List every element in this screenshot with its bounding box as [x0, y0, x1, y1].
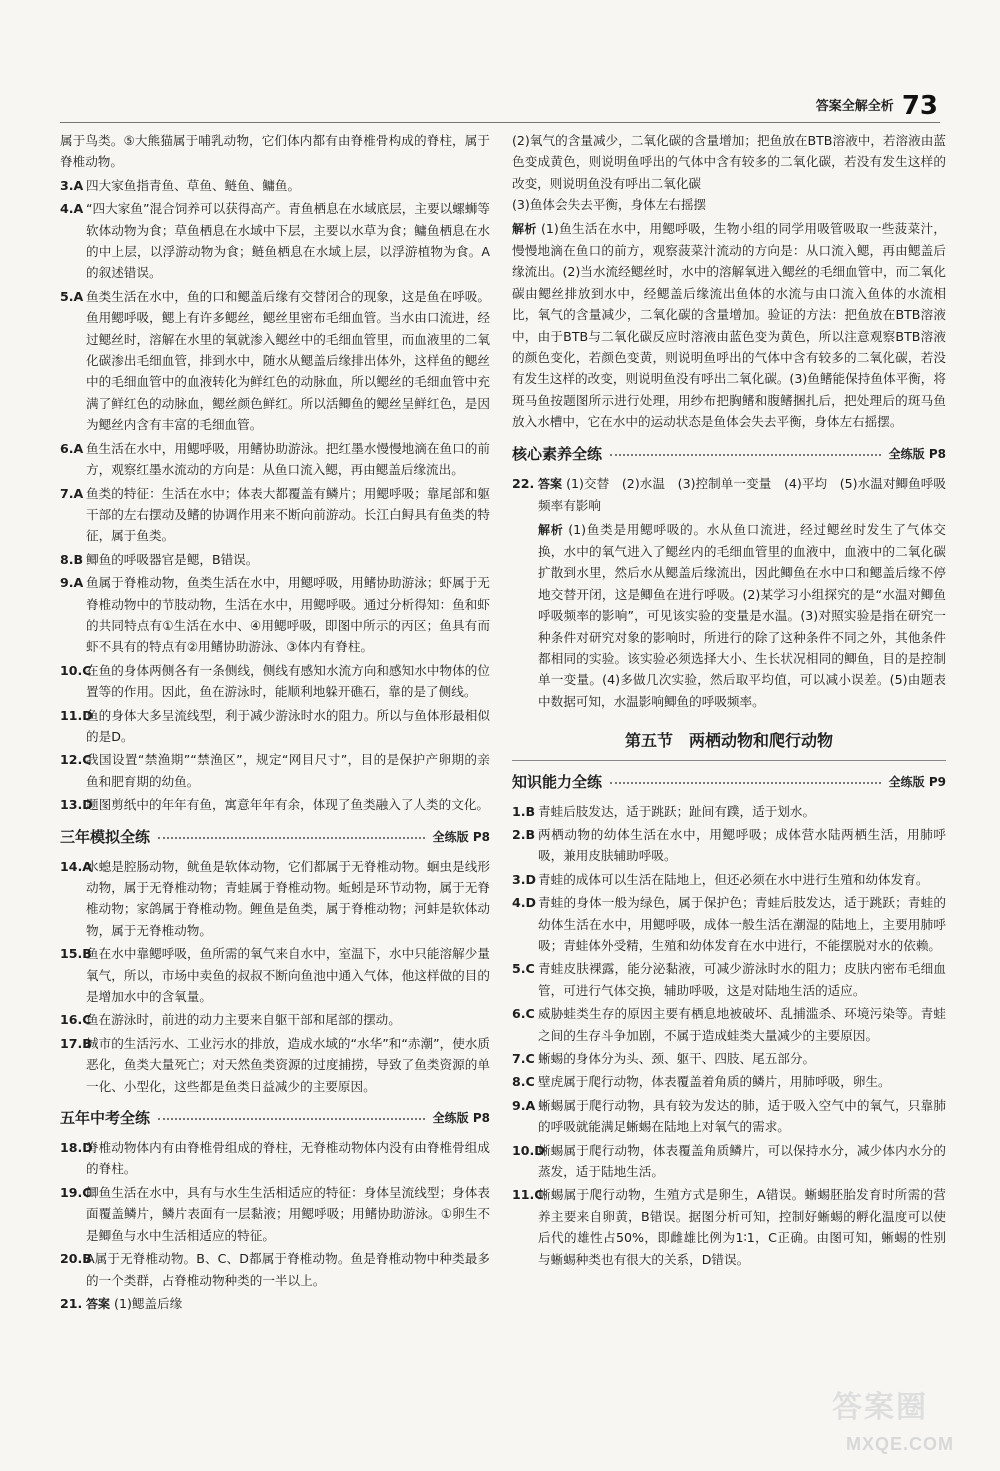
answer-item: [60, 549, 490, 570]
item-text: 蜥蜴属于爬行动物，生殖方式是卵生，A错误。蜥蜴胚胎发育时所需的营养主要来自卵黄，B错误。据图分析可知，控制好蜥蜴的孵化温度可以使后代的雄性占50%，即雌雄比例为1∶1，C正确。由图可知，蜥蜴的性别与蜥蜴种类也有很大的关系，D错误。: [538, 1187, 946, 1267]
right-column: [512, 130, 946, 1439]
item-number: 2.B: [512, 826, 536, 842]
item-text: 鱼类生活在水中，鱼的口和鳃盖后缘有交替闭合的现象，这是鱼在呼吸。鱼用鳃呼吸，鳃上有许多鳃丝，鳃丝里密布毛细血管。当水由口流进，经过鳃丝时，溶解在水里的氧就渗入鳃丝中的毛细血管里，而血液里的二氧化碳渗出毛细血管，排到水中，随水从鳃盖后缘排出体外，这样鱼的鳃丝中的毛细血管中的血液转化为鲜红色的动脉血，所以鳃丝的毛细血管中充满了鲜红色的动脉血，鳃丝颜色鲜红。所以活鲫鱼的鳃丝呈鲜红色，是因为鳃丝内含有丰富的毛细血管。: [86, 288, 490, 433]
continuation-text: 属于鸟类。⑤大熊猫属于哺乳动物，它们体内都有由脊椎骨构成的脊柱，属于脊椎动物。: [60, 133, 490, 170]
item-text: 青蛙的身体一般为绿色，属于保护色；青蛙后肢发达，适于跳跃；青蛙的幼体生活在水中，用鳃呼吸，成体一般生活在潮湿的陆地上，主要用肺呼吸；青蛙体外受精，生殖和幼体发育在水中进行，不能摆脱对水的依赖。: [538, 895, 946, 953]
answer-item: [60, 175, 490, 196]
item-text: 水螅是腔肠动物，鱿鱼是软体动物，它们都属于无脊椎动物。蛔虫是线形动物，属于无脊椎动物；青蛙属于脊椎动物。蚯蚓是环节动物，属于无脊椎动物；家鸽属于脊椎动物。鲤鱼是鱼类，属于脊椎动物；河蚌是软体动物，属于无脊椎动物。: [86, 858, 490, 938]
item-number: 6.A: [60, 440, 84, 456]
answer-item: [60, 1137, 490, 1180]
section-title: 知识能力全练: [512, 772, 603, 791]
item-text: 鱼的身体大多呈流线型，利于减少游泳时水的阻力。所以与鱼体形最相似的是D。: [86, 707, 490, 744]
answer-item: [512, 1071, 946, 1092]
analysis-22: [512, 519, 946, 713]
answer-list-2: [60, 856, 490, 1097]
item-number: 17.B: [60, 1035, 92, 1051]
item-number: 4.A: [60, 201, 84, 217]
dotted-leader: [610, 454, 881, 456]
section-edition: 全练版 P9: [888, 774, 946, 789]
answer-item: [512, 1095, 946, 1138]
analysis-text: (1)鱼生活在水中，用鳃呼吸，生物小组的同学用吸管吸取一些菠菜汁，慢慢地滴在鱼口的前方，观察菠菜汁流动的方向是：从口流入鳃，再由鳃盖后缘流出。(2)当水流经鳃丝时，水中的溶解氧进入鳃丝的毛细血管中，而二氧化碳由鳃丝排放到水中，经鳃盖后缘流出鱼体的水流与由口流入鱼体的水流相比，氧气的含量减少，二氧化碳的含量增加。验证的方法：把鱼放在BTB溶液中，由于BTB与二氧化碳反应时溶液由蓝色变为黄色，所以注意观察BTB溶液的颜色变化，若颜色变黄，则说明鱼呼出的气体中含有较多的二氧化碳，若没有发生这样的改变，则说明鱼没有呼出二氧化碳。(3)鱼鳍能保持鱼体平衡，将斑马鱼按题图所示进行处理，用纱布把胸鳍和腹鳍捆扎后，把处理后的斑马鱼放入水槽中，它在水中的运动状态是鱼体会失去平衡，身体左右摇摆。: [512, 220, 946, 430]
item-number: 7.C: [512, 1051, 535, 1067]
item-number: 1.B: [512, 803, 536, 819]
item-number: 11.D: [60, 707, 93, 723]
answer-item: [60, 749, 490, 792]
item-text: 鱼属于脊椎动物，鱼类生活在水中，用鳃呼吸，用鳍协助游泳；虾属于无脊椎动物中的节肢动物，生活在水中，用鳃呼吸。通过分析得知：鱼和虾的共同特点有①生活在水中、④用鳃呼吸，即图中所示的丙区；鱼具有而虾不具有的特点有②用鳍协助游泳、③体内有脊柱。: [86, 575, 490, 655]
section-header-wunian: [60, 1107, 490, 1131]
item-text: 蜥蜴属于爬行动物，体表覆盖角质鳞片，可以保持水分，减少体内水分的蒸发，适于陆地生活。: [538, 1142, 946, 1180]
item-text: 鲫鱼的呼吸器官是鳃，B错误。: [86, 551, 259, 567]
item-text: 我国设置“禁渔期”“禁渔区”，规定“网目尺寸”，目的是保护产卵期的亲鱼和肥育期的幼鱼。: [86, 752, 490, 789]
continuation-line: (2)氧气的含量减少，二氧化碳的含量增加；把鱼放在BTB溶液中，若溶液由蓝色变成黄色，则说明鱼呼出的气体中含有较多的二氧化碳，若没有发生这样的改变，则说明鱼没有呼出二氧化碳: [512, 133, 946, 191]
header-rule: [60, 122, 940, 123]
item-number: 21.: [60, 1295, 83, 1311]
item-number: 11.C: [512, 1187, 544, 1203]
section-edition: 全练版 P8: [432, 1111, 490, 1126]
item-number: 16.C: [60, 1012, 92, 1028]
answer-list-1: [60, 175, 490, 816]
header-title: 答案全解全析: [815, 99, 894, 115]
section-header-sannian: [60, 826, 490, 850]
section-title: 五年中考全练: [60, 1109, 151, 1128]
item-number: 6.C: [512, 1006, 535, 1022]
answer-item: [60, 286, 490, 436]
item-number: 14.A: [60, 858, 93, 874]
item-number: 10.D: [512, 1142, 545, 1158]
item-number: 15.B: [60, 946, 92, 962]
section-header-hexin: [512, 443, 946, 467]
analysis-label: 解析: [512, 221, 537, 236]
dotted-leader: [158, 1118, 425, 1120]
answer-item: [60, 1248, 490, 1291]
item-text: 青蛙的成体可以生活在陆地上，但还必须在水中进行生殖和幼体发育。: [538, 871, 929, 887]
item-text: 鱼在水中靠鳃呼吸，鱼所需的氧气来自水中，室温下，水中只能溶解少量氧气，所以，市场中卖鱼的叔叔不断向鱼池中通入气体，他这样做的目的是增加水中的含氧量。: [86, 946, 490, 1005]
answer-item: [60, 1033, 490, 1097]
answer-item: [512, 1140, 946, 1183]
analysis-label: 解析: [538, 522, 564, 537]
answer-item: [60, 483, 490, 547]
site-watermark: [810, 1390, 980, 1457]
item-number: 4.D: [512, 895, 537, 911]
answer-item: [512, 824, 946, 867]
section-title: 核心素养全练: [512, 444, 603, 463]
dotted-leader: [610, 782, 881, 784]
answer-item-21: [60, 1293, 490, 1315]
answer-item: [512, 1048, 946, 1069]
item-text: 蜥蜴属于爬行动物，具有较为发达的肺，适于吸入空气中的氧气，只靠肺的呼吸就能满足蜥蜴在陆地上对氧气的需求。: [538, 1097, 946, 1135]
item-number: 3.A: [60, 177, 84, 193]
item-number: 7.A: [60, 485, 84, 501]
answer-item: [60, 856, 490, 942]
answer-item: [60, 572, 490, 658]
answer-list-3: [60, 1137, 490, 1291]
item-text: 鱼生活在水中，用鳃呼吸，用鳍协助游泳。把红墨水慢慢地滴在鱼口的前方，观察红墨水流动的方向是：从鱼口流入鳃，再由鳃盖后缘流出。: [86, 440, 490, 478]
watermark-site: MXQE.COM: [846, 1433, 955, 1454]
page-header: [816, 92, 938, 122]
continuation-text: [512, 130, 946, 216]
dotted-leader: [158, 837, 425, 839]
item-text: “四大家鱼”混合饲养可以获得高产。青鱼栖息在水域底层，主要以螺蛳等软体动物为食；草鱼栖息在水域中下层，主要以水草为食；鳙鱼栖息在水的中上层，以浮游动物为食；鲢鱼栖息在水域上层，以浮游植物为食。A的叙述错误。: [86, 201, 490, 281]
item-text: 鱼在游泳时，前进的动力主要来自躯干部和尾部的摆动。: [86, 1012, 401, 1028]
section-title: 三年模拟全练: [60, 827, 151, 846]
item-text: 蜥蜴的身体分为头、颈、躯干、四肢、尾五部分。: [538, 1051, 816, 1067]
item-number: 22.: [512, 475, 535, 491]
item-number: 8.C: [512, 1074, 535, 1090]
item-text: 城市的生活污水、工业污水的排放，造成水域的“水华”和“赤潮”，使水质恶化，鱼类大量死亡；对天然鱼类资源的过度捕捞，导致了鱼类资源的单一化、小型化，这些都是鱼类日益减少的主要原因。: [86, 1035, 490, 1094]
answer-item: [60, 1009, 490, 1030]
item-text: 鲫鱼生活在水中，具有与水生生活相适应的特征：身体呈流线型；身体表面覆盖鳞片，鳞片表面有一层黏液；用鳃呼吸；用鳍协助游泳。①卵生不是鲫鱼与水中生活相适应的特征。: [86, 1184, 490, 1243]
item-number: 13.D: [60, 797, 93, 813]
section-header-zhishi: [512, 771, 946, 795]
answer-label: 答案: [86, 1296, 111, 1311]
answer-item: [60, 438, 490, 481]
answer-item: [60, 660, 490, 703]
section-edition: 全练版 P8: [888, 446, 946, 461]
item-number: 9.A: [512, 1097, 536, 1113]
continuation-line: (3)鱼体会失去平衡，身体左右摇摆: [512, 197, 707, 213]
item-number: 5.A: [60, 288, 84, 304]
answer-item: [60, 943, 490, 1007]
item-number: 10.C: [60, 662, 92, 678]
analysis-21: [512, 218, 946, 433]
answer-item: [512, 892, 946, 956]
chapter-title: 第五节 两栖动物和爬行动物: [512, 730, 946, 760]
item-text: 题图剪纸中的年年有鱼，寓意年年有余，体现了鱼类融入了人类的文化。: [86, 797, 489, 813]
answer-label: 答案: [538, 476, 563, 491]
item-text: 两栖动物的幼体生活在水中，用鳃呼吸；成体营水陆两栖生活，用肺呼吸，兼用皮肤辅助呼吸。: [538, 826, 946, 864]
answer-item: [512, 958, 946, 1001]
answer-item: [512, 1184, 946, 1270]
left-column: [60, 130, 490, 1439]
item-text: 鱼类的特征：生活在水中；体表大都覆盖有鳞片；用鳃呼吸；靠尾部和躯干部的左右摆动及鳍的协调作用来不断向前游动。长江白鲟具有鱼类的特征，属于鱼类。: [86, 485, 490, 544]
answer-item: [512, 1003, 946, 1046]
item-number: 18.D: [60, 1140, 93, 1156]
item-text: 脊椎动物体内有由脊椎骨组成的脊柱，无脊椎动物体内没有由脊椎骨组成的脊柱。: [86, 1140, 490, 1177]
answer-item: [60, 794, 490, 815]
item-text: (1)交替 (2)水温 (3)控制单一变量 (4)平均 (5)水温对鲫鱼呼吸频率有影响: [538, 475, 946, 514]
page-number: 73: [901, 91, 938, 122]
watermark-logo: 答案圈: [832, 1390, 928, 1425]
item-number: 19.C: [60, 1184, 92, 1200]
item-number: 5.C: [512, 961, 535, 977]
item-text: 四大家鱼指青鱼、草鱼、鲢鱼、鳙鱼。: [86, 177, 301, 193]
item-text: 壁虎属于爬行动物，体表覆盖着角质的鳞片，用肺呼吸，卵生。: [538, 1074, 891, 1090]
item-number: 9.A: [60, 575, 84, 591]
answer-item: [60, 1182, 490, 1246]
item-number: 3.D: [512, 871, 537, 887]
item-number: 20.B: [60, 1251, 92, 1267]
item-text: 威胁蛙类生存的原因主要有栖息地被破坏、乱捕滥杀、环境污染等。青蛙之间的生存斗争加剧，不属于造成蛙类大量减少的主要原因。: [538, 1006, 946, 1043]
section-edition: 全练版 P8: [432, 829, 490, 844]
answer-item: [60, 705, 490, 748]
answer-item: [512, 869, 946, 890]
item-text: 在鱼的身体两侧各有一条侧线，侧线有感知水流方向和感知水中物体的位置等的作用。因此，鱼在游泳时，能顺利地躲开礁石，靠的是了侧线。: [86, 662, 490, 700]
answer-item: [512, 801, 946, 822]
item-number: 12.C: [60, 752, 92, 768]
item-number: 8.B: [60, 551, 84, 567]
analysis-text: (1)鱼类是用鳃呼吸的。水从鱼口流进，经过鳃丝时发生了气体交换，水中的氧气进入了鳃丝内的毛细血管里的血液中，血液中的二氧化碳扩散到水里，然后水从鳃盖后缘流出，因此鲫鱼在水中口和鳃盖后缘不停地交替开闭，这是鲫鱼在进行呼吸。(2)某学习小组探究的是“水温对鲫鱼呼吸频率的影响”，可见该实验的变量是水温。(3)对照实验是指在研究一种条件对研究对象的影响时，所进行的除了这种条件不同之外，其他条件都相同的实验。该实验必须选择大小、生长状况相同的鲫鱼，目的是控制单一变量。(4)多做几次实验，然后取平均值，可以减小误差。(5)由题表中数据可知，水温影响鲫鱼的呼吸频率。: [538, 521, 946, 709]
item-text: 青蛙后肢发达，适于跳跃；趾间有蹼，适于划水。: [538, 803, 816, 819]
answer-item: [60, 198, 490, 284]
item-text: A属于无脊椎动物。B、C、D都属于脊椎动物。鱼是脊椎动物中种类最多的一个类群，占脊椎动物种类的一半以上。: [86, 1251, 490, 1288]
answer-item-22: [512, 473, 946, 517]
answer-list-4: [512, 801, 946, 1271]
item-text: (1)鳃盖后缘: [114, 1295, 183, 1311]
item-text: 青蛙皮肤裸露，能分泌黏液，可减少游泳时水的阻力；皮肤内密布毛细血管，可进行气体交换，辅助呼吸，这是对陆地生活的适应。: [538, 961, 946, 998]
